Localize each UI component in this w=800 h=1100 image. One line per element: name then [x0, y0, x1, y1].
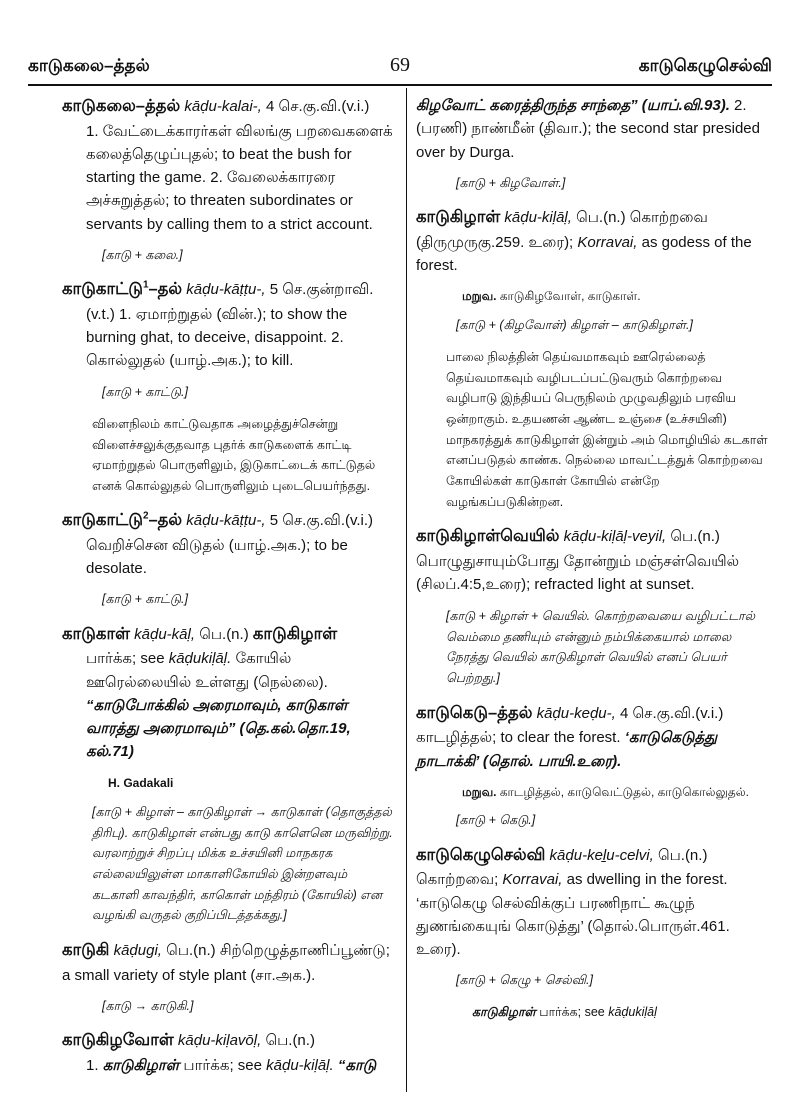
right-column	[416, 94, 772, 1034]
synonyms: மறுவ. காடழித்தல், காடுவெட்டுதல், காடுகொல்லுதல்.	[462, 784, 749, 799]
transliteration: kāḍu-kāṭṭu-,	[186, 281, 266, 299]
etymology: [காடு + காட்டு.]	[102, 384, 188, 399]
citation: “காடுபோக்கில் அரைமாவும், காடுகாள் வாரத்து அரைமாவும்” (தெ.கல்.தொ.19, கல்.71)	[86, 696, 351, 761]
page-header	[28, 56, 772, 86]
entry-kadugi	[62, 938, 396, 987]
headword: காடுகலை–த்தல்	[62, 97, 181, 115]
transliteration: kāḍu-kāṭṭu-,	[186, 512, 266, 530]
definition: 2. (பரணி) நாண்மீன் (திவா.); the second star presided over by Durga.	[416, 97, 760, 161]
grammar: பெ.(n.)	[657, 846, 708, 864]
explanatory-note: விளைநிலம் காட்டுவதாக அழைத்துச்சென்று விளைச்சலுக்குதவாத புதர்க் காடுகளைக் காட்டி ஏமாற்றுதல் பொருளிலும், இடுகாட்டைக் காட்டுதல் எனக் கொல்லுதல் பொருளிலும் புடைபெயர்ந்தது.	[92, 416, 376, 493]
page-number: 69	[390, 54, 410, 76]
headword: காடுகிழவோள்	[62, 1031, 174, 1050]
citation: கிழவோட் கரைத்திருந்த சாந்தை” (யாப்.வி.93).	[416, 97, 730, 114]
header-right-word: காடுகெழுசெல்வி	[638, 56, 772, 75]
grammar: 5 செ.குன்றாவி.	[269, 281, 374, 299]
grammar: பெ.(n.)	[265, 1032, 315, 1050]
headword: காடுகெழுசெல்வி	[416, 845, 546, 864]
grammar: 4 செ.கு.வி.(v.i.)	[266, 98, 370, 115]
headword: காடுகெடு–த்தல்	[416, 703, 533, 722]
transliteration: kāḍugi,	[113, 941, 162, 959]
etymology: [காடு + கிழவோள்.]	[456, 175, 566, 190]
headword: காடுகிழாள்	[416, 208, 501, 227]
etymology: [காடு + (கிழவோள்) கிழாள் – காடுகிழாள்.]	[456, 317, 693, 332]
header-left-word: காடுகலை–த்தல்	[28, 56, 150, 75]
entry-kadukilavol-continued	[416, 94, 772, 164]
transliteration: kāḍu-kiḷāḷ-veyil,	[563, 528, 667, 546]
etymology: [காடு → காடுகி.]	[102, 998, 194, 1013]
grammar: 5 செ.கு.வி.(v.i.)	[269, 512, 374, 530]
etymology: [காடு + கலை.]	[102, 247, 183, 262]
definition: காடழித்தல்; to clear the forest.	[416, 729, 621, 747]
headword: காடுகாள்	[62, 624, 130, 643]
entry-kadukilavol	[62, 1028, 396, 1077]
headword: காடுகிழாள்வெயில்	[416, 527, 560, 546]
definition: கொற்றவை; Korravai, as dwelling in the forest.	[416, 871, 728, 889]
definition: கொற்றவை (திருமுருகு.259. உரை); Korravai, as godess of the forest.	[416, 209, 752, 274]
transliteration: kāḍu-kiḷavōḷ,	[177, 1032, 262, 1050]
citation: ‘காடுகெழு செல்விக்குப் பரணிநாட் கூழுந் துணங்கையுங் கொடுத்து’ (தொல்.பொருள்.461. உரை).	[416, 894, 730, 959]
definition: வெறிச்சென விடுதல் (யாழ்.அக.); to be desolate.	[86, 536, 348, 578]
grammar: 4 செ.கு.வி.(v.i.)	[619, 704, 724, 722]
entry-kadukeluselvi	[416, 843, 772, 962]
explanatory-note: [காடு + கிழாள் + வெயில். கொற்றவையை வழிபட்டால் வெம்மை தணியும் என்னும் நம்பிக்கையால் மாலை நேரத்து வெயில் காடுகிழாள் வெயில் எனப் பெயர் பெற்றது.]	[446, 609, 756, 686]
entry-kadukalai	[62, 94, 396, 236]
entry-kadukattu-1	[62, 277, 396, 372]
explanatory-note: [காடு + கிழாள் – காடுகிழாள் → காடுகாள் (தொகுத்தல் திரிபு). காடுகிழாள் என்பது காடு காளெனெ மருவிற்று. வரலாற்றுச் சிறப்பு மிக்க உச்சயினி மாநகரக எல்லையிலுள்ள மாகாளிகோயில் இன்றளவும் கடகாளி காவந்திர், காகொள் மந்திரம் (கோயில்) என வழங்கி வருதல் குறிப்பிடத்தக்கது.]	[92, 805, 393, 923]
entry-kadukal	[62, 622, 396, 764]
definition: பெ.(n.) சிற்றெழுத்தாணிப்பூண்டு; a small variety of style plant (சா.அக.).	[62, 941, 390, 984]
entry-kadukedu	[416, 701, 772, 773]
transliteration: kāḍu-keḍu-,	[536, 704, 616, 722]
entry-kadukilal-veyil	[416, 524, 772, 596]
grammar: பெ.(n.)	[670, 528, 720, 546]
definition: பொழுதுசாயும்போது தோன்றும் மஞ்சள்வெயில் (சிலப்.4:5,உரை); refracted light at sunset.	[416, 552, 740, 593]
header-rule	[28, 84, 772, 86]
transliteration: kāḍu-kalai-,	[184, 98, 262, 115]
etymology: [காடு + காட்டு.]	[102, 592, 188, 607]
etymology: [காடு + கெடு.]	[456, 813, 536, 828]
transliteration: kāḍu-keḻu-celvi,	[549, 846, 654, 864]
related-form: H. Gadakali	[108, 775, 174, 790]
headword: காடுகாட்டு$^1$–தல்	[62, 279, 183, 299]
transliteration: kāḍu-kāḷ,	[134, 625, 196, 643]
transliteration: kāḍu-kiḷāḷ,	[504, 209, 572, 227]
see-also: காடுகிழாள் பார்க்க; see kāḍukiḷāḷ	[472, 1004, 657, 1019]
definition: 1. காடுகிழாள் பார்க்க; see kāḍu-kiḷāḷ. “காடு	[86, 1056, 377, 1074]
etymology: [காடு + கெழு + செல்வி.]	[456, 973, 593, 988]
grammar: பெ.(n.)	[199, 625, 249, 643]
synonyms: மறுவ. காடுகிழவோள், காடுகாள்.	[462, 289, 641, 304]
cross-reference: காடுகிழாள்	[252, 624, 338, 643]
definition: (v.t.) 1. ஏமாற்றுதல் (வின்.); to show the burning ghat, to deceive, disappoint. 2. கொல்லுதல் (யாழ்.அக.); to kill.	[86, 305, 348, 370]
definition: பார்க்க; see kāḍukiḷāḷ. கோயில் ஊரெல்லையில் உள்ளது (நெல்லை). “காடுபோக்கில் அரைமாவும், காடுகாள் வாரத்து அரைமாவும்” (தெ.கல்.தொ.19, கல்.71)	[86, 650, 351, 761]
entry-kadukilal	[416, 205, 772, 277]
headword: காடுகி	[62, 940, 110, 959]
grammar: பெ.(n.)	[576, 209, 626, 227]
definition: 1. வேட்டைக்காரர்கள் விலங்கு பறவைகளைக் கலைத்தெழுப்புதல்; to beat the bush for starting the game. 2. வேலைக்காரரை அச்சுறுத்தல்; to threaten subordinates or servants by calling them to a strict account.	[86, 122, 393, 233]
entry-kadukattu-2	[62, 508, 396, 580]
column-divider	[406, 88, 407, 1092]
explanatory-note: பாலை நிலத்தின் தெய்வமாகவும் ஊரெல்லைத் தெய்வமாகவும் வழிபடப்பட்டுவரும் கொற்றவை வழிபாடு இந்தியப் பெருநிலம் முழுவதிலும் பரவிய ஒன்றாகும். உதயணன் ஆண்ட உஞ்சை (உச்சயினி) மாநகரத்துக் காடுகிழாள் இன்றும் அம் மொழியில் கடகாள் எனப்படுதல் காண்க. நெல்லை மாவட்டத்துக் கொற்றவை கோயில்கள் காடுகாள் கோயில் என்றே வழங்கப்படுகின்றன.	[446, 350, 768, 509]
headword: காடுகாட்டு$^2$–தல்	[62, 510, 183, 530]
left-column	[62, 94, 396, 1087]
citation: ‘காடுகெடுத்து நாடாக்கி’ (தொல். பாயி.உரை).	[416, 729, 718, 770]
